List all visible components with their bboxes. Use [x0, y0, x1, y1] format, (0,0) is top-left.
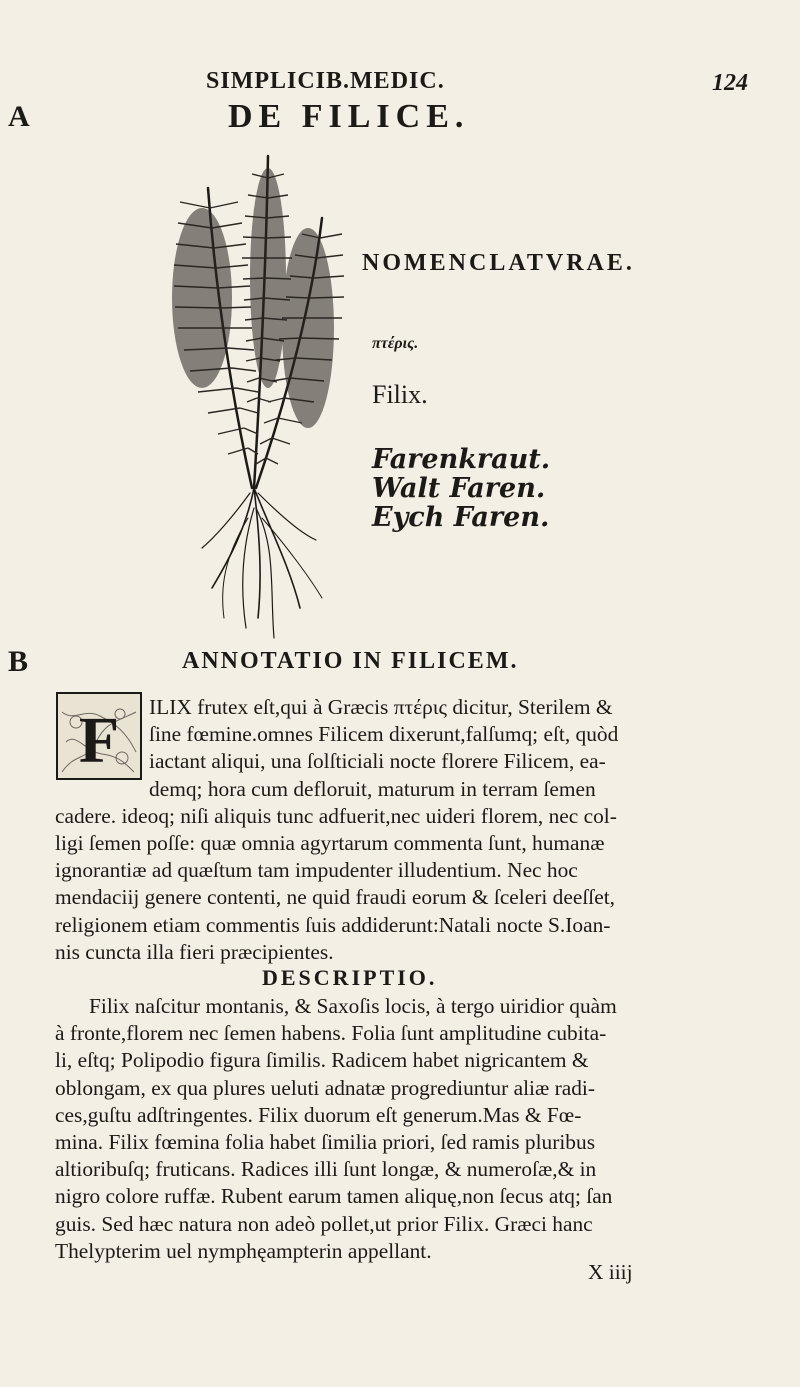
annotation-heading: ANNOTATIO IN FILICEM.	[182, 648, 519, 674]
text-line: demq; hora cum defloruit, maturum in terram ſemen	[149, 776, 596, 801]
german-name: Farenkraut.	[372, 444, 551, 475]
text-line: ligi ſemen poſſe: quæ omnia agyrtarum commenta ſunt, humanæ	[55, 830, 605, 855]
text-line: mendaciĳ genere contenti, ne quid fraudi eorum & ſceleri deeſſet,	[55, 885, 616, 910]
margin-letter-a: A	[8, 100, 30, 133]
chapter-title: DE FILICE.	[228, 98, 470, 135]
text-line: ignorantiæ ad quæſtum tam impudenter illudentium. Nec hoc	[55, 858, 578, 883]
text-line: à fronte,florem nec ſemen habens. Folia ſunt amplitudine cubita-	[55, 1021, 607, 1046]
margin-letter-b: B	[8, 645, 29, 678]
description-text	[55, 993, 745, 1265]
signature-mark: X iiij	[588, 1260, 633, 1284]
text-line: cadere. ideoq; niſi aliquis tunc adfuerit,nec uideri florem, nec col-	[55, 803, 617, 828]
latin-name: Filix.	[372, 380, 428, 409]
text-line: nis cuncta illa fieri præcipientes.	[55, 939, 334, 964]
fern-illustration	[150, 148, 360, 646]
text-line: Thelypterim uel nymphęampterin appellant.	[55, 1238, 432, 1263]
text-line: guis. Sed hæc natura non adeò pollet,ut prior Filix. Græci hanc	[55, 1211, 593, 1236]
text-line: ces,guſtu adſtringentes. Filix duorum eſt generum.Mas & Fœ-	[55, 1102, 582, 1127]
text-line: religionem etiam commentis ſuis addiderunt:Natali nocte S.Ioan-	[55, 912, 611, 937]
greek-name: πτέρις.	[372, 335, 419, 352]
initial-letter: F	[78, 704, 120, 777]
text-line: iactant aliqui, una ſolſticiali nocte florere Filicem, ea-	[149, 749, 606, 774]
german-name: Eych Faren.	[372, 502, 550, 533]
text-line: nigro colore ruffæ. Rubent earum tamen aliquę,non ſecus atq; ſan	[55, 1184, 613, 1209]
text-line: mina. Filix fœmina folia habet ſimilia priori, ſed ramis pluribus	[55, 1129, 596, 1154]
text-line: altioribuſq; fruticans. Radices illi ſunt longæ, & numeroſæ,& in	[55, 1157, 597, 1182]
annotation-text	[55, 694, 745, 966]
text-line: li, eſtq; Polipodio figura ſimilis. Radicem habet nigricantem &	[55, 1048, 589, 1073]
description-heading: DESCRIPTIO.	[262, 965, 438, 990]
text-line: Filix naſcitur montanis, & Saxoſis locis, à tergo uiridior quàm	[89, 994, 617, 1018]
running-head: SIMPLICIB.MEDIC.	[206, 68, 445, 94]
page-number: 124	[712, 70, 748, 96]
text-line: ſine fœmine.omnes Filicem dixerunt,falſumq; eſt, quòd	[149, 722, 619, 747]
text-line: ILIX frutex eſt,qui à Græcis πτέρις dicitur, Sterilem &	[149, 695, 613, 719]
nomenclature-heading: NOMENCLATVRAE.	[362, 250, 635, 276]
german-name: Walt Faren.	[372, 473, 546, 504]
text-line: oblongam, ex qua plures ueluti adnatæ progrediuntur aliæ radi-	[55, 1075, 595, 1100]
